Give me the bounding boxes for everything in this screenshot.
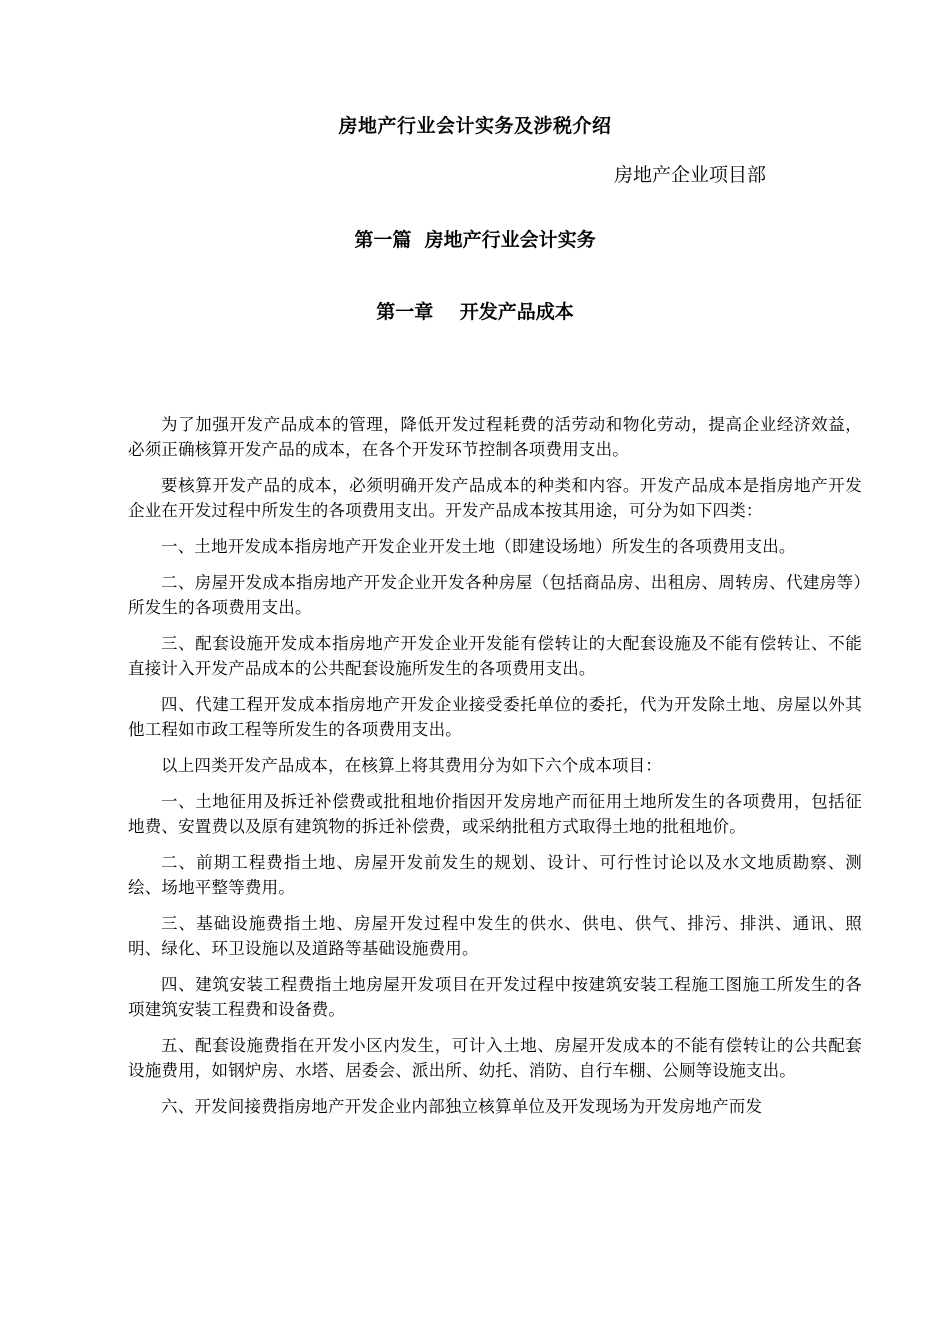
document-body [128,412,862,1130]
part-title: 第一篇 房地产行业会计实务 [354,229,596,251]
paragraph-indirect-costs: 六、开发间接费指房地产开发企业内部独立核算单位及开发现场为开发房地产而发 [161,1097,763,1116]
paragraph-supporting-facilities: 五、配套设施费指在开发小区内发生，可计入土地、房屋开发成本的不能有偿转让的公共配套设施费用，如钢炉房、水塔、居委会、派出所、幼托、消防、自行车棚、公厕等设施支出。 [128,1036,862,1080]
paragraph-facility-cost: 三、配套设施开发成本指房地产开发企业开发能有偿转让的大配套设施及不能有偿转让、不能直接计入开发产品成本的公共配套设施所发生的各项费用支出。 [128,634,862,678]
paragraph-intro: 为了加强开发产品成本的管理，降低开发过程耗费的活劳动和物化劳动，提高企业经济效益，必须正确核算开发产品的成本，在各个开发环节控制各项费用支出。 [128,415,862,459]
paragraph-land-cost: 一、土地开发成本指房地产开发企业开发土地（即建设场地）所发生的各项费用支出。 [161,537,796,556]
paragraph-commissioned-cost: 四、代建工程开发成本指房地产开发企业接受委托单位的委托，代为开发除土地、房屋以外其他工程如市政工程等所发生的各项费用支出。 [128,695,862,739]
paragraph-construction-install: 四、建筑安装工程费指土地房屋开发项目在开发过程中按建筑安装工程施工图施工所发生的各项建筑安装工程费和设备费。 [128,975,862,1019]
paragraph-infrastructure: 三、基础设施费指土地、房屋开发过程中发生的供水、供电、供气、排污、排洪、通讯、照明、绿化、环卫设施以及道路等基础设施费用。 [128,914,862,958]
paragraph-land-acquisition: 一、土地征用及拆迁补偿费或批租地价指因开发房地产而征用土地所发生的各项费用，包括征地费、安置费以及原有建筑物的拆迁补偿费，或采纳批租方式取得土地的批租地价。 [128,792,862,836]
chapter-title: 第一章 开发产品成本 [376,301,574,323]
paragraph-cost-definition: 要核算开发产品的成本，必须明确开发产品成本的种类和内容。开发产品成本是指房地产开发企业在开发过程中所发生的各项费用支出。开发产品成本按其用途，可分为如下四类： [128,476,862,520]
document-title: 房地产行业会计实务及涉税介绍 [338,115,612,137]
paragraph-preliminary-works: 二、前期工程费指土地、房屋开发前发生的规划、设计、可行性讨论以及水文地质勘察、测绘、场地平整等费用。 [128,853,862,897]
paragraph-housing-cost: 二、房屋开发成本指房地产开发企业开发各种房屋（包括商品房、出租房、周转房、代建房等）所发生的各项费用支出。 [128,573,862,617]
paragraph-six-items-intro: 以上四类开发产品成本，在核算上将其费用分为如下六个成本项目： [161,756,662,775]
department-name: 房地产企业项目部 [614,164,767,186]
